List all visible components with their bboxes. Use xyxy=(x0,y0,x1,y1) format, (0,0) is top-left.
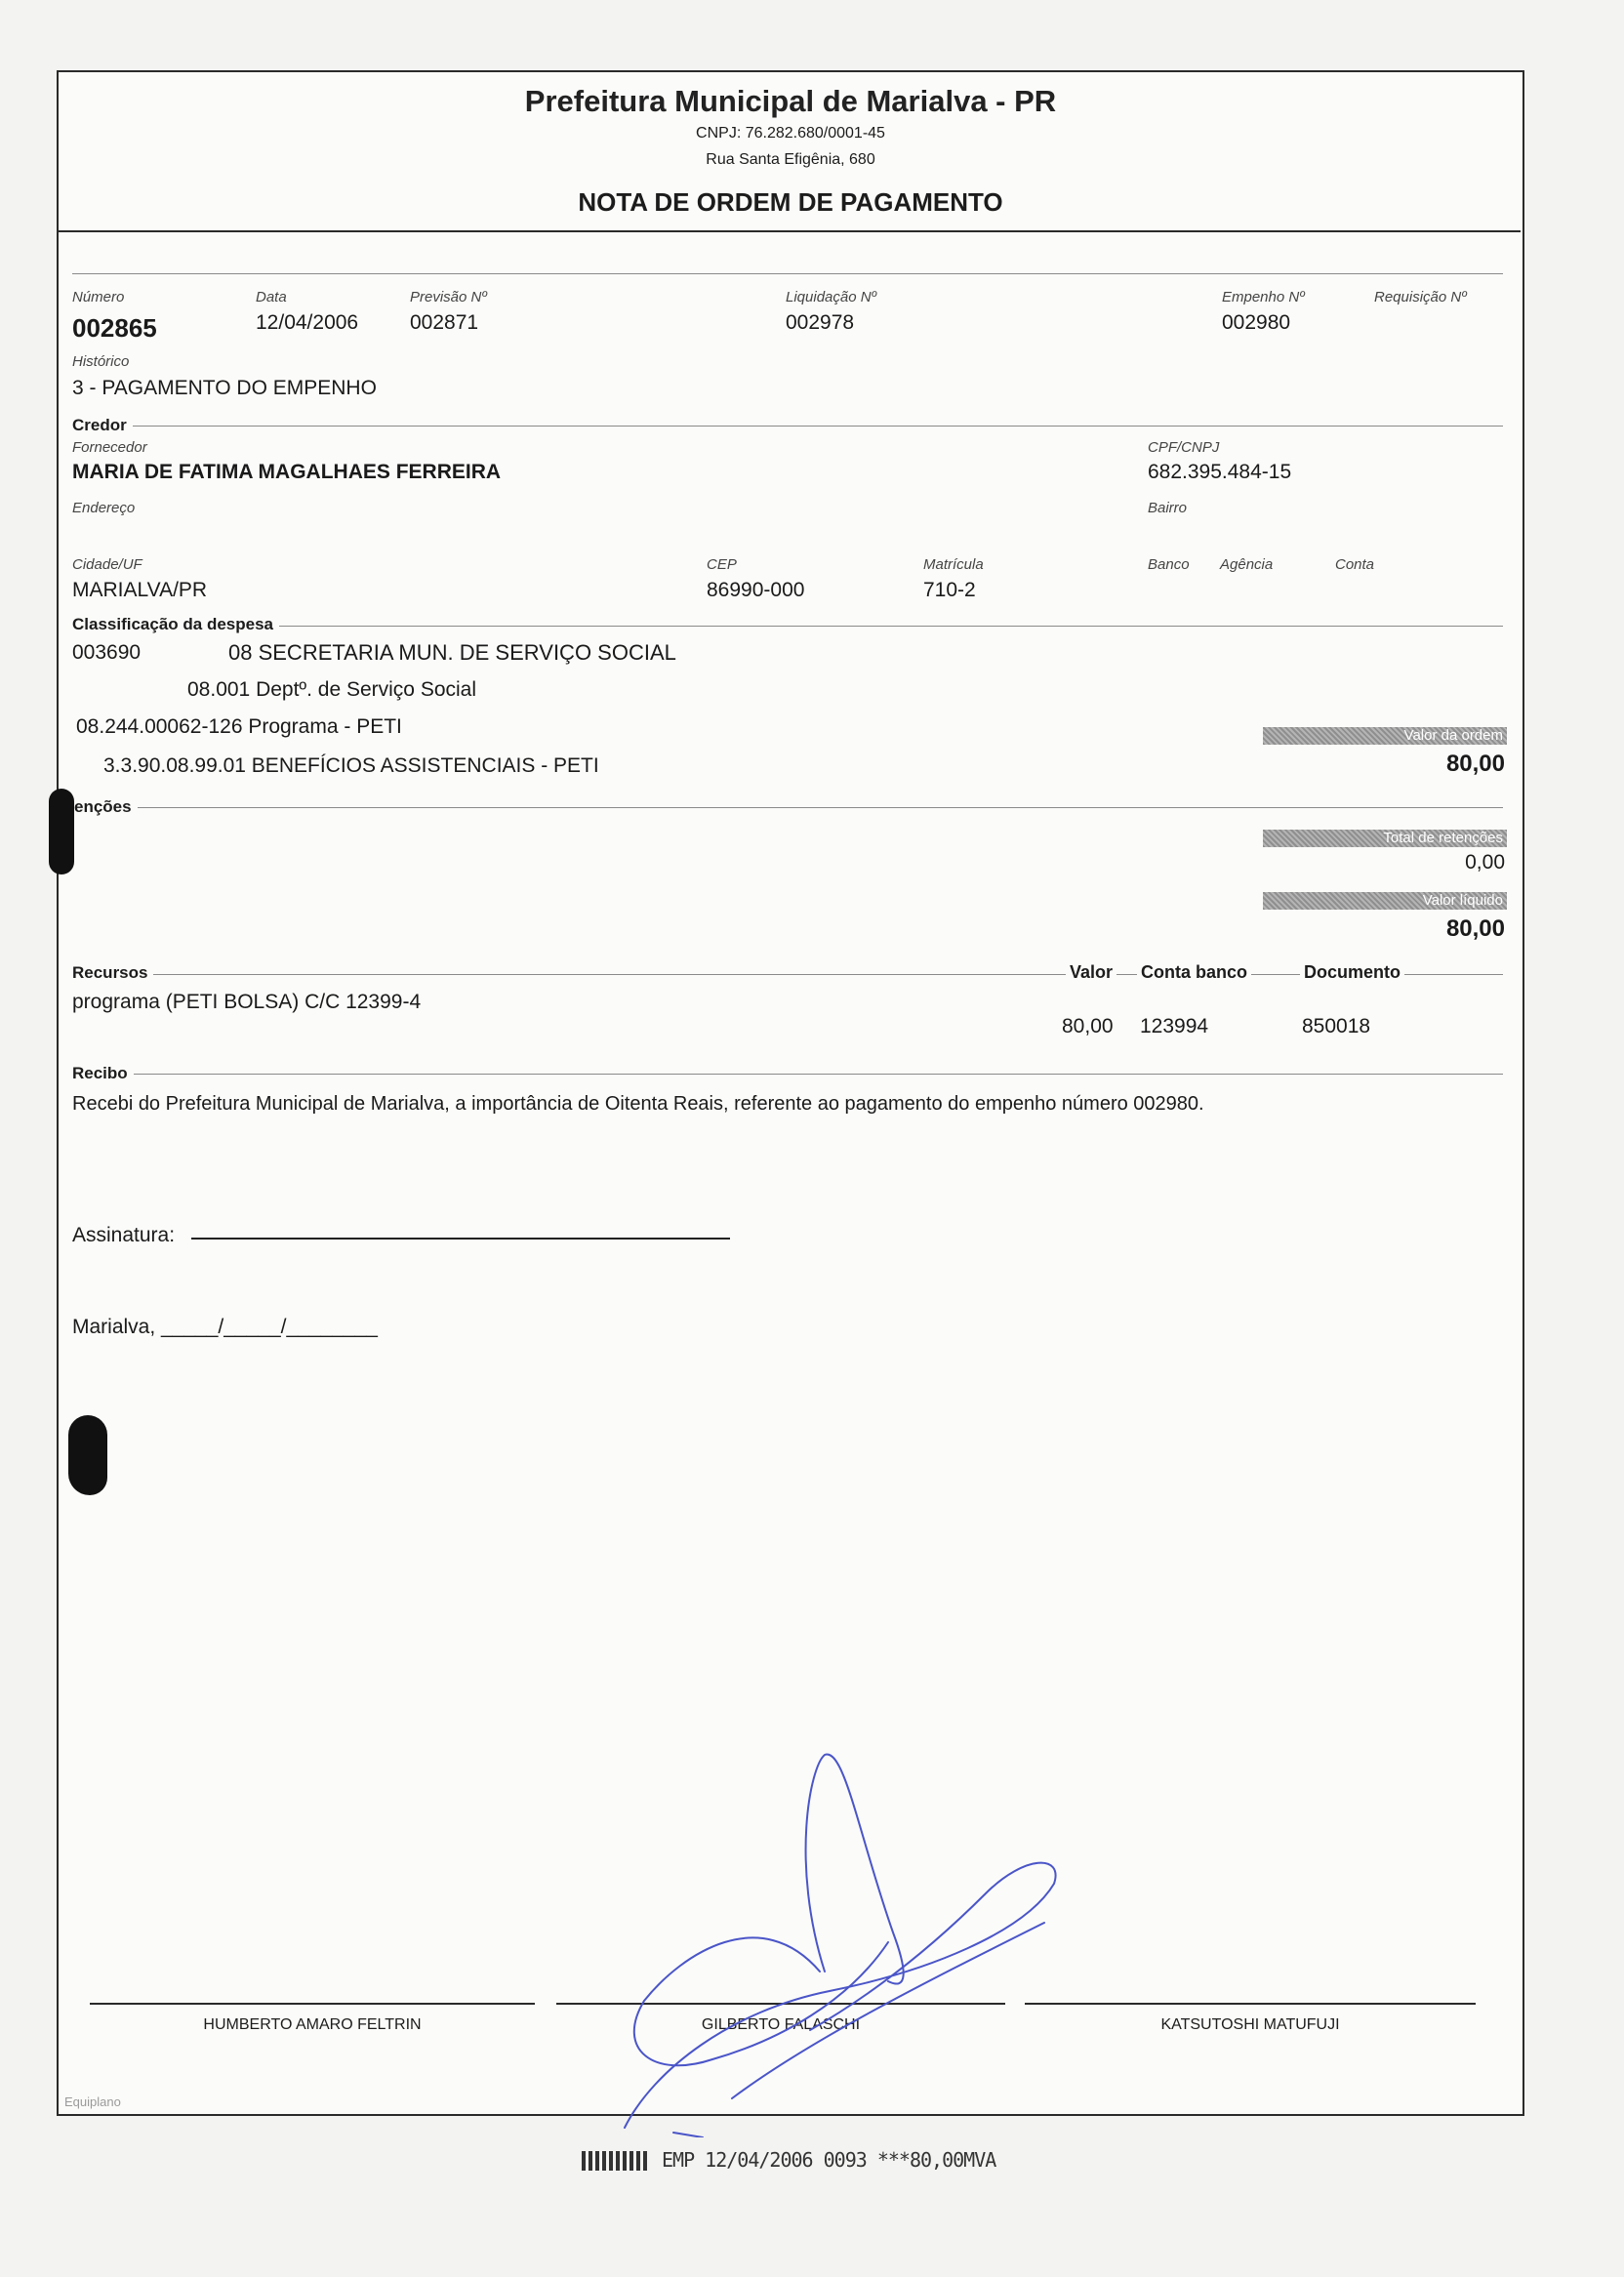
signature-name-right: KATSUTOSHI MATUFUJI xyxy=(1160,2016,1340,2033)
data-value: 12/04/2006 xyxy=(256,311,359,334)
page-title: Prefeitura Municipal de Marialva - PR xyxy=(524,84,1057,118)
recibo-rule xyxy=(72,1074,1503,1075)
footer-brand: Equiplano xyxy=(64,2094,121,2109)
local-data-line: Marialva, _____/_____/________ xyxy=(72,1316,378,1338)
valor-ordem-label: Valor da ordem xyxy=(1263,727,1507,745)
recursos-rule xyxy=(72,974,1503,975)
cep-value: 86990-000 xyxy=(707,579,805,601)
assinatura-line xyxy=(191,1238,730,1240)
historico-label: Histórico xyxy=(72,353,130,370)
retencoes-section: enções xyxy=(74,797,138,817)
scan-hole-mark-lower xyxy=(68,1415,107,1495)
recursos-documento: 850018 xyxy=(1302,1015,1371,1037)
bank-stamp-text: EMP 12/04/2006 0093 ***80,00MVA xyxy=(662,2148,996,2172)
signature-line-left xyxy=(90,2003,535,2005)
classificacao-section: Classificação da despesa xyxy=(72,615,279,634)
address-text: Rua Santa Efigênia, 680 xyxy=(706,151,875,168)
despesa-unidade: 08.001 Deptº. de Serviço Social xyxy=(187,678,477,701)
bairro-label: Bairro xyxy=(1148,500,1188,516)
previsao-value: 002871 xyxy=(410,311,479,334)
total-retencoes-label: Total de retenções xyxy=(1263,830,1507,847)
classificacao-rule xyxy=(72,626,1503,627)
cnpj-text: CNPJ: 76.282.680/0001-45 xyxy=(696,125,885,142)
recursos-conta: 123994 xyxy=(1140,1015,1209,1037)
credor-rule xyxy=(72,426,1503,427)
despesa-orgao: 08 SECRETARIA MUN. DE SERVIÇO SOCIAL xyxy=(228,640,676,665)
handwritten-signature xyxy=(615,1747,1122,2137)
empenho-label: Empenho Nº xyxy=(1222,289,1305,305)
assinatura-label: Assinatura: xyxy=(72,1224,176,1246)
header-divider xyxy=(59,230,1521,232)
recursos-conta-header: Conta banco xyxy=(1137,962,1251,983)
signature-name-middle: GILBERTO FALASCHI xyxy=(701,2016,861,2033)
liquidacao-value: 002978 xyxy=(786,311,855,334)
document-title: NOTA DE ORDEM DE PAGAMENTO xyxy=(578,187,1003,217)
fornecedor-label: Fornecedor xyxy=(72,439,147,456)
cpf-label: CPF/CNPJ xyxy=(1148,439,1220,456)
banco-label: Banco xyxy=(1148,556,1190,573)
recursos-documento-header: Documento xyxy=(1300,962,1404,983)
data-label: Data xyxy=(256,289,287,305)
recursos-section: Recursos xyxy=(72,963,153,983)
liquidacao-label: Liquidação Nº xyxy=(786,289,877,305)
recibo-section: Recibo xyxy=(72,1064,134,1083)
endereco-label: Endereço xyxy=(72,500,136,516)
cpf-value: 682.395.484-15 xyxy=(1148,461,1292,483)
despesa-elemento: 3.3.90.08.99.01 BENEFÍCIOS ASSISTENCIAIS - PETI xyxy=(103,754,599,777)
previsao-label: Previsão Nº xyxy=(410,289,487,305)
recursos-valor-header: Valor xyxy=(1066,962,1116,983)
retencoes-rule xyxy=(72,807,1503,808)
valor-liquido-label: Valor líquido xyxy=(1263,892,1507,910)
recursos-valor: 80,00 xyxy=(1062,1015,1114,1037)
scan-hole-mark xyxy=(49,789,74,874)
historico-value: 3 - PAGAMENTO DO EMPENHO xyxy=(72,377,377,399)
valor-liquido-value: 80,00 xyxy=(1445,915,1505,942)
matricula-value: 710-2 xyxy=(923,579,976,601)
recursos-descricao: programa (PETI BOLSA) C/C 12399-4 xyxy=(72,991,422,1013)
cidade-value: MARIALVA/PR xyxy=(72,579,208,601)
valor-ordem-value: 80,00 xyxy=(1445,751,1505,777)
cidade-label: Cidade/UF xyxy=(72,556,142,573)
numero-value: 002865 xyxy=(72,313,157,343)
top-rule xyxy=(72,273,1503,274)
cep-label: CEP xyxy=(707,556,737,573)
fornecedor-value: MARIA DE FATIMA MAGALHAES FERREIRA xyxy=(72,461,502,483)
bank-stamp-logo-icon xyxy=(582,2151,648,2171)
credor-section: Credor xyxy=(72,416,133,435)
total-retencoes-value: 0,00 xyxy=(1465,851,1505,874)
agencia-label: Agência xyxy=(1220,556,1274,573)
matricula-label: Matrícula xyxy=(923,556,984,573)
signature-name-left: HUMBERTO AMARO FELTRIN xyxy=(203,2016,422,2033)
requisicao-label: Requisição Nº xyxy=(1374,289,1467,305)
despesa-code: 003690 xyxy=(72,641,142,664)
conta-label: Conta xyxy=(1335,556,1375,573)
despesa-programa: 08.244.00062-126 Programa - PETI xyxy=(76,715,402,738)
numero-label: Número xyxy=(72,289,125,305)
empenho-value: 002980 xyxy=(1222,311,1291,334)
recibo-text: Recebi do Prefeitura Municipal de Marialva, a importância de Oitenta Reais, referente ao pagamento do empenho número 002980. xyxy=(72,1093,1204,1115)
